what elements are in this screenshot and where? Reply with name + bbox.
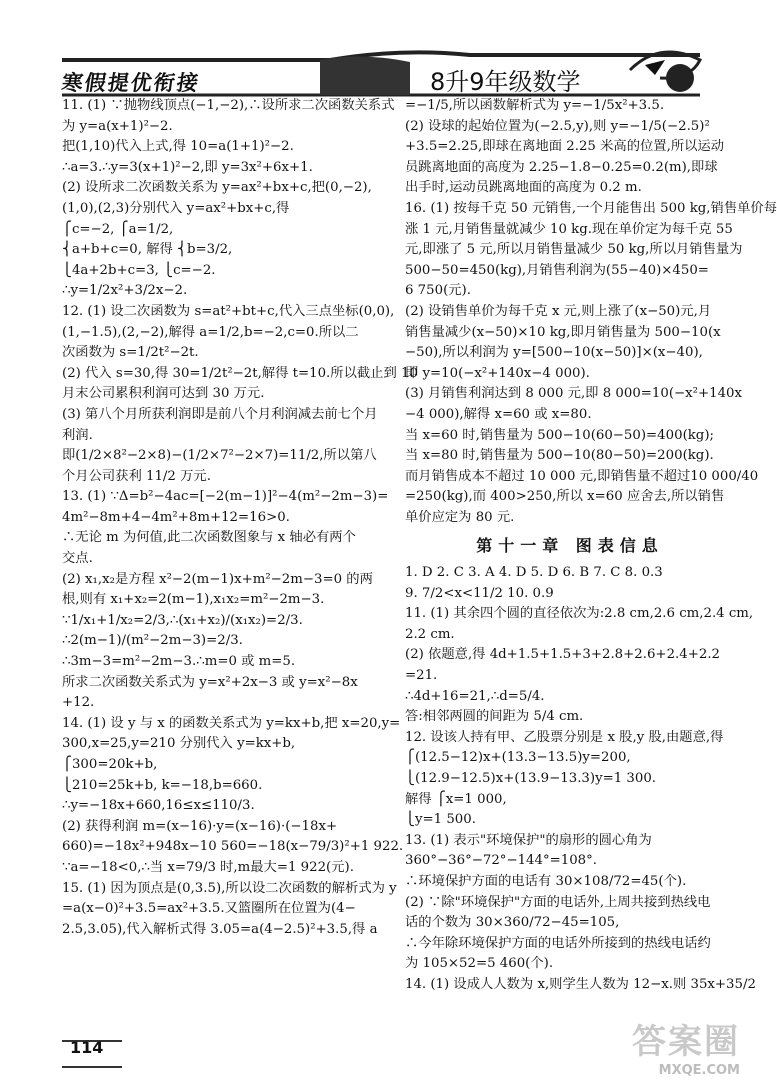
answer-line: ∴2(m−1)/(m²−2m−3)=2/3. [62, 633, 243, 649]
answer-line: ⎨a+b+c=0, 解得 ⎨b=3/2, [62, 242, 233, 258]
answer-line: ⎩210=25k+b, k=−18,b=660. [62, 777, 263, 793]
answer-line: 9. 7/2<x<11/2 10. 0.9 [405, 585, 554, 601]
answer-line: 即(1/2×8²−2×8)−(1/2×7²−2×7)=11/2,所以第八 [62, 448, 377, 464]
answer-line: 11. (1) 其余四个圆的直径依次为:2.8 cm,2.6 cm,2.4 cm, [405, 606, 754, 622]
answer-line: 16. (1) 按每千克 50 元销售,一个月能售出 500 kg,销售单价每 [405, 200, 777, 216]
answer-line: ∴今年除环境保护方面的电话外所接到的热线电话约 [405, 935, 711, 951]
answer-line: 300,x=25,y=210 分别代入 y=kx+b, [62, 736, 296, 752]
answer-line: 次函数为 s=1/2t²−2t. [62, 345, 199, 361]
left-column [62, 96, 418, 940]
answer-line: 2.2 cm. [405, 626, 455, 642]
answer-line: ⎧(12.5−12)x+(13.3−13.5)y=200, [405, 750, 631, 766]
answer-line: 单价应定为 80 元. [405, 509, 515, 525]
answer-line: 出手时,运动员跳离地面的高度为 0.2 m. [405, 180, 642, 196]
answer-line: 6 750(元). [405, 283, 471, 299]
answer-line: (2) 代入 s=30,得 30=1/2t²−2t,解得 t=10.所以截止到 10 [62, 365, 418, 381]
right-column [405, 96, 777, 996]
answer-line: 12. 设该人持有甲、乙股票分别是 x 股,y 股,由题意,得 [405, 729, 724, 745]
answer-line: 500−50=450(kg),月销售利润为(55−40)×450= [405, 262, 709, 278]
answer-line: 当 x=80 时,销售量为 500−10(80−50)=200(kg). [405, 448, 714, 464]
answer-line: 14. (1) 设成人人数为 x,则学生人数为 12−x.则 35x+35/2 [405, 976, 756, 992]
answer-line: 当 x=60 时,销售量为 500−10(60−50)=400(kg); [405, 427, 714, 443]
answer-line: 元,即涨了 5 元,所以月销售量减少 50 kg,所以月销售量为 [405, 242, 743, 258]
answer-line: (2) ∵除"环境保护"方面的电话外,上周共接到热线电 [405, 894, 711, 910]
answer-line: =a(x−0)²+3.5=ax²+3.5.又篮圈所在位置为(4− [62, 901, 356, 917]
series-brand: 寒假提优衔接 [60, 71, 202, 95]
answer-line: 13. (1) 表示"环境保护"的扇形的圆心角为 [405, 832, 652, 848]
watermark-url: MXQE.COM [658, 1063, 740, 1078]
answer-line: (1,−1.5),(2,−2),解得 a=1/2,b=−2,c=0.所以二 [62, 324, 359, 340]
answer-line: 月末公司累积利润可达到 30 万元. [62, 386, 265, 402]
page-header [0, 0, 750, 110]
right-column-answers-bottom [405, 563, 756, 995]
answer-line: 即 y=10(−x²+140x−4 000). [405, 365, 590, 381]
answer-line: (2) 依题意,得 4d+1.5+1.5+3+2.8+2.6+2.4+2.2 [405, 647, 721, 663]
answer-line: 涨 1 元,月销售量就减少 10 kg.现在单价定为每千克 55 [405, 221, 733, 237]
answer-line: +3.5=2.25,即球在离地面 2.25 米高的位置,所以运动 [405, 139, 725, 155]
answer-line: −50),所以利润为 y=[500−10(x−50)]×(x−40), [405, 345, 703, 361]
answer-line: 根,则有 x₁+x₂=2(m−1),x₁x₂=m²−2m−3. [62, 592, 325, 608]
answer-line: −4 000),解得 x=60 或 x=80. [405, 406, 592, 422]
page-number: 114 [70, 1038, 104, 1057]
answer-line: (3) 第八个月所获利润即是前八个月利润减去前七个月 [62, 406, 378, 422]
answer-line: 答:相邻两圆的间距为 5/4 cm. [405, 709, 584, 725]
answer-line: ⎩(12.9−12.5)x+(13.9−13.3)y=1 300. [405, 771, 657, 786]
answer-line: 所求二次函数关系式为 y=x²+2x−3 或 y=x²−8x [62, 674, 358, 690]
answer-line: 利润. [62, 427, 93, 443]
answer-line: 销售量减少(x−50)×10 kg,即月销售量为 500−10(x [405, 324, 721, 340]
answer-line: 解得 ⎧x=1 000, [405, 791, 507, 807]
answer-line: 1. D 2. C 3. A 4. D 5. D 6. B 7. C 8. 0.3 [405, 565, 663, 581]
answer-line: (2) x₁,x₂是方程 x²−2(m−1)x+m²−2m−3=0 的两 [62, 571, 373, 587]
answer-line: 把(1,10)代入上式,得 10=a(1+1)²−2. [62, 139, 294, 155]
answer-line: ∵1/x₁+1/x₂=2/3,∴(x₁+x₂)/(x₁x₂)=2/3. [62, 612, 303, 628]
answer-line: 11. (1) ∵抛物线顶点(−1,−2),∴设所求二次函数关系式 [62, 98, 395, 113]
answer-line: 个月公司获利 11/2 万元. [62, 468, 211, 484]
answer-line: 15. (1) 因为顶点是(0,3.5),所以设二次函数的解析式为 y [62, 880, 397, 896]
answer-line: ⎩4a+2b+c=3, ⎩c=−2. [62, 262, 216, 278]
answer-line: ∴4d+16=21,∴d=5/4. [405, 688, 545, 704]
right-column-answers-top [405, 96, 777, 528]
answer-line: +12. [62, 695, 95, 711]
answer-line: (2) 获得利润 m=(x−16)·y=(x−16)·(−18x+ [62, 818, 338, 834]
answer-line: =−1/5,所以函数解析式为 y=−1/5x²+3.5. [405, 98, 665, 113]
answer-line: ∴y=1/2x²+3/2x−2. [62, 283, 188, 299]
answer-line: 而月销售成本不超过 10 000 元,即销售量不超过10 000/40 [405, 468, 759, 484]
answer-line: 为 y=a(x+1)²−2. [62, 118, 173, 134]
answer-line: (3) 月销售利润达到 8 000 元,即 8 000=10(−x²+140x [405, 386, 743, 402]
answer-line: ⎧300=20k+b, [62, 757, 158, 772]
answer-line: ∵a=−18<0,∴当 x=79/3 时,m最大=1 922(元). [62, 859, 354, 875]
grade-subject-title: 8升9年级数学 [430, 68, 581, 96]
answer-line: 为 105×52=5 460(个). [405, 956, 554, 972]
answer-line: 4m²−8m+4−4m²+8m+12=16>0. [62, 509, 290, 525]
answer-line: 14. (1) 设 y 与 x 的函数关系式为 y=kx+b,把 x=20,y= [62, 715, 401, 731]
answer-line: ⎧c=−2, ⎧a=1/2, [62, 221, 174, 237]
answer-line: 360°−36°−72°−144°=108°. [405, 853, 598, 869]
answer-line: =21. [405, 668, 438, 684]
answer-line: 话的个数为 30×360/72−45=105, [405, 915, 620, 931]
answer-line: ∴3m−3=m²−2m−3.∴m=0 或 m=5. [62, 654, 296, 670]
answer-line: (2) 设所求二次函数关系为 y=ax²+bx+c,把(0,−2), [62, 180, 372, 196]
answer-line: ∴y=−18x+660,16≤x≤110/3. [62, 798, 255, 814]
answer-line: ⎩y=1 500. [405, 812, 476, 828]
answer-line: 交点. [62, 551, 93, 567]
answer-line: 员跳离地面的高度为 2.25−1.8−0.25=0.2(m),即球 [405, 159, 718, 175]
answer-line: 12. (1) 设二次函数为 s=at²+bt+c,代入三点坐标(0,0), [62, 303, 395, 319]
answer-line: ∴无论 m 为何值,此二次函数图象与 x 轴必有两个 [62, 530, 356, 546]
chapter-heading: 第十一章 图表信息 [476, 536, 664, 556]
answer-line: (1,0),(2,3)分别代入 y=ax²+bx+c,得 [62, 200, 290, 216]
answer-line: 2.5,3.05),代入解析式得 3.05=a(4−2.5)²+3.5,得 a [62, 921, 378, 937]
watermark [632, 1014, 740, 1078]
answer-line: (2) 设销售单价为每千克 x 元,则上涨了(x−50)元,月 [405, 303, 712, 319]
answer-line: 660)=−18x²+948x−10 560=−18(x−79/3)²+1 922. [62, 839, 404, 855]
answer-line: ∴环境保护方面的电话有 30×108/72=45(个). [405, 873, 687, 889]
answer-line: (2) 设球的起始位置为(−2.5,y),则 y=−1/5(−2.5)² [405, 118, 710, 134]
watermark-logo-text: 答案圈 [632, 1022, 740, 1062]
answer-line: =250(kg),而 400>250,所以 x=60 应舍去,所以销售 [405, 489, 725, 505]
answer-line: ∴a=3.∴y=3(x+1)²−2,即 y=3x²+6x+1. [62, 159, 313, 175]
answer-line: 13. (1) ∵Δ=b²−4ac=[−2(m−1)]²−4(m²−2m−3)= [62, 489, 389, 505]
